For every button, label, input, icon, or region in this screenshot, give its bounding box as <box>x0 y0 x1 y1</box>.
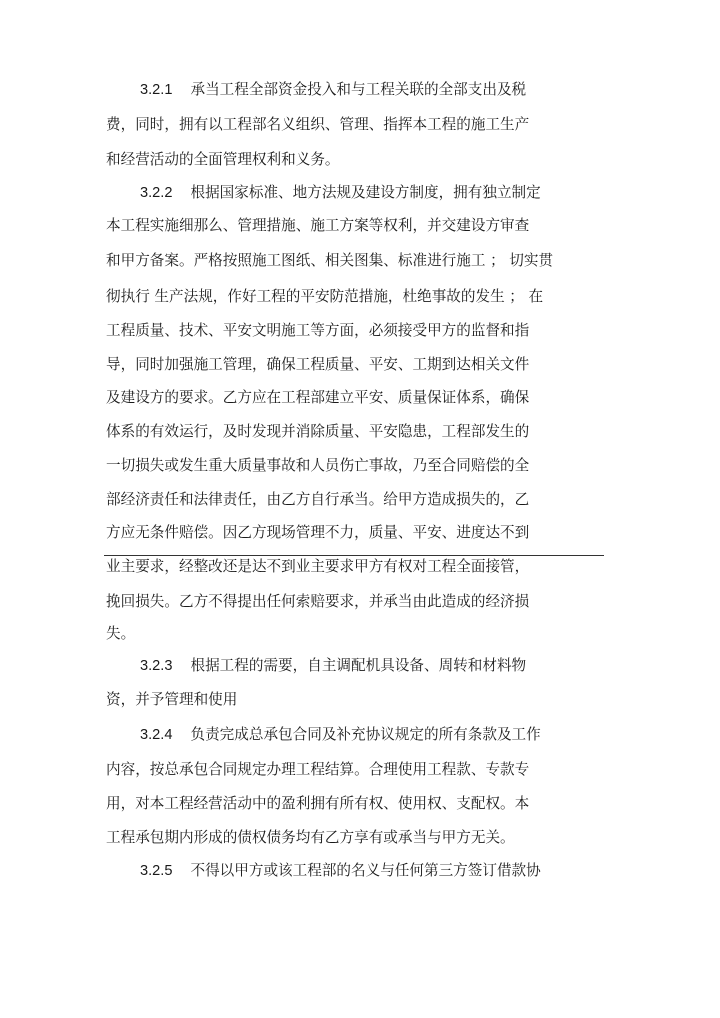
section-3-2-3-first-line <box>140 656 526 676</box>
section-number: 3.2.5 <box>140 863 173 879</box>
section-3-2-1-first-line <box>140 80 526 100</box>
section-3-2-5-first-line <box>140 861 541 881</box>
text-line: 承当工程全部资金投入和与工程关联的全部支出及税 <box>190 81 527 98</box>
section-3-2-4-first-line <box>140 725 541 745</box>
text-line: 工程承包期内形成的债权债务均有乙方享有或承当与甲方无关。 <box>106 829 515 846</box>
text-line: 和经营活动的全面管理权利和义务。 <box>106 151 340 168</box>
text-line: 根据国家标准、地方法规及建设方制度，拥有独立制定 <box>190 184 541 201</box>
section-number: 3.2.2 <box>140 185 173 201</box>
text-line: 负责完成总承包合同及补充协议规定的所有条款及工作 <box>190 726 541 743</box>
text-line: 资，并予管理和使用 <box>106 691 238 708</box>
text-line: 导，同时加强施工管理，确保工程质量、平安、工期到达相关文件 <box>106 356 530 373</box>
text-line: 工程质量、技术、平安文明施工等方面，必须接受甲方的监督和指 <box>106 322 530 339</box>
text-line: 部经济责任和法律责任，由乙方自行承当。给甲方造成损失的，乙 <box>106 491 530 508</box>
text-line: 根据工程的需要，自主调配机具设备、周转和材料物 <box>190 657 527 674</box>
text-line: 挽回损失。乙方不得提出任何索赔要求，并承当由此造成的经济损 <box>106 593 530 610</box>
section-number: 3.2.3 <box>140 658 173 674</box>
text-line: 不得以甲方或该工程部的名义与任何第三方签订借款协 <box>190 862 541 879</box>
text-line: 费，同时，拥有以工程部名义组织、管理、指挥本工程的施工生产 <box>106 116 530 133</box>
text-line: 内容，按总承包合同规定办理工程结算。合理使用工程款、专款专 <box>106 761 530 778</box>
text-line: 及建设方的要求。乙方应在工程部建立平安、质量保证体系，确保 <box>106 389 530 406</box>
text-line: 一切损失或发生重大质量事故和人员伤亡事故，乃至合同赔偿的全 <box>106 457 530 474</box>
text-line: 失。 <box>106 625 136 642</box>
section-3-2-2-first-line <box>140 183 541 203</box>
text-line: 方应无条件赔偿。因乙方现场管理不力，质量、平安、进度达不到 <box>106 524 530 541</box>
text-line: 彻执行 生产法规，作好工程的平安防范措施，杜绝事故的发生 ； 在 <box>106 288 544 305</box>
section-number: 3.2.4 <box>140 727 173 743</box>
text-line: 本工程实施细那么、管理措施、施工方案等权利，并交建设方审查 <box>106 217 530 234</box>
section-number: 3.2.1 <box>140 82 173 98</box>
text-line: 和甲方备案。严格按照施工图纸、相关图集、标准进行施工 ； 切实贯 <box>106 252 554 269</box>
text-line: 用，对本工程经营活动中的盈利拥有所有权、使用权、支配权。本 <box>106 795 530 812</box>
text-line: 业主要求，经整改还是达不到业主要求甲方有权对工程全面接管， <box>106 558 530 575</box>
text-line: 体系的有效运行，及时发现并消除质量、平安隐患，工程部发生的 <box>106 423 530 440</box>
horizontal-rule <box>104 555 604 556</box>
